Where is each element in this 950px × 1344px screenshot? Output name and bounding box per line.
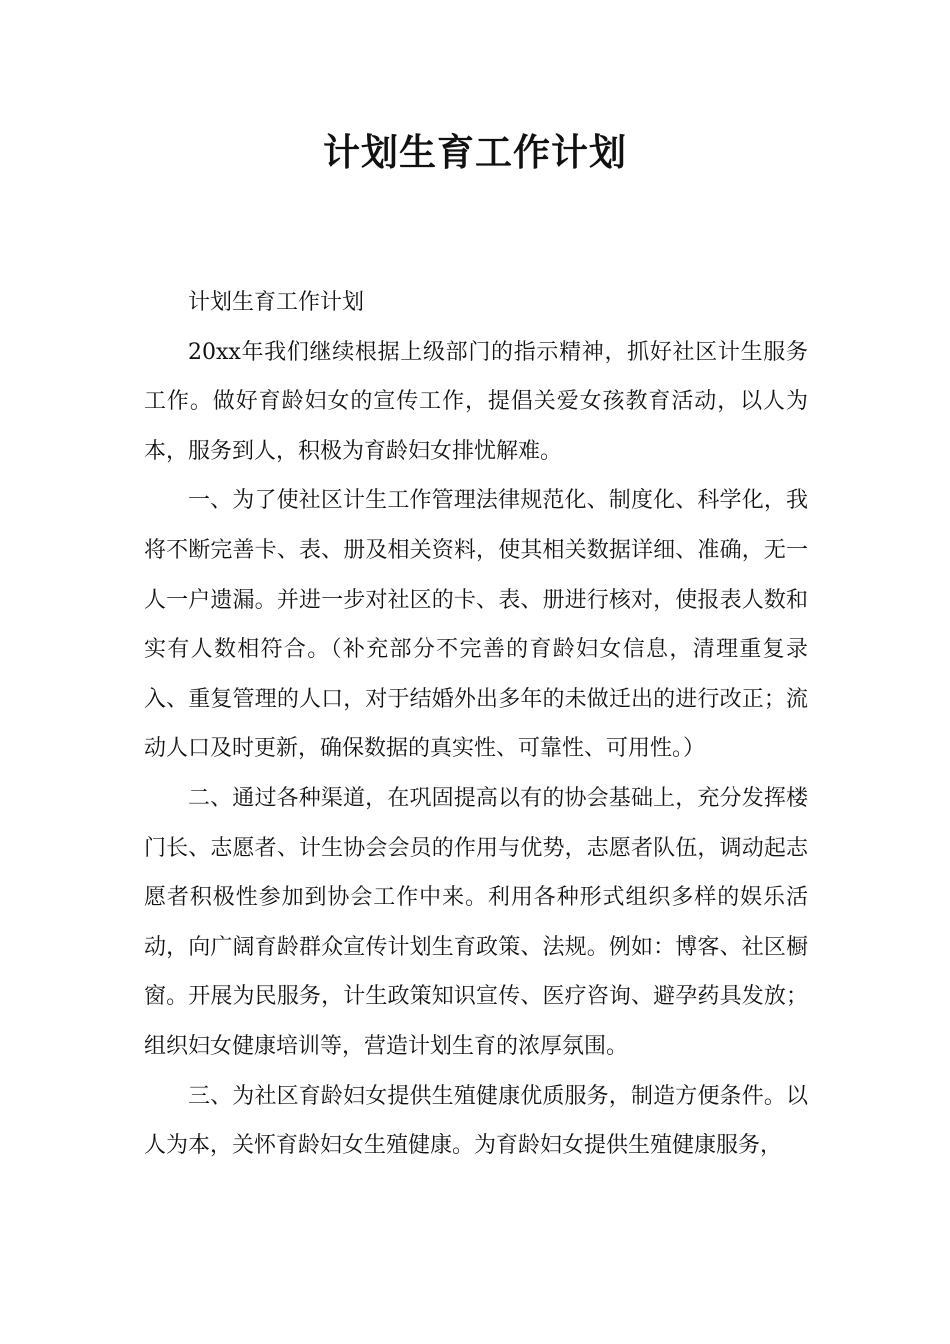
paragraph-section-3: 三、为社区育龄妇女提供生殖健康优质服务，制造方便条件。以人为本，关怀育龄妇女生殖健康。为育龄妇女提供生殖健康服务， (144, 1083, 808, 1159)
paragraph-intro: 20xx年我们继续根据上级部门的指示精神，抓好社区计生服务工作。做好育龄妇女的宣传工作，提倡关爱女孩教育活动，以人为本，服务到人，积极为育龄妇女排忧解难。 (144, 339, 808, 464)
document-body (144, 278, 808, 1171)
paragraph-section-2: 二、通过各种渠道，在巩固提高以有的协会基础上，充分发挥楼门长、志愿者、计生协会会员的作用与优势，志愿者队伍，调动起志愿者积极性参加到协会工作中来。利用各种形式组织多样的娱乐活动，向广阔育龄群众宣传计划生育政策、法规。例如：博客、社区橱窗。开展为民服务，计生政策知识宣传、医疗咨询、避孕药具发放；组织妇女健康培训等，营造计划生育的浓厚氛围。 (144, 785, 808, 1059)
paragraph-section-1: 一、为了使社区计生工作管理法律规范化、制度化、科学化，我将不断完善卡、表、册及相关资料，使其相关数据详细、准确，无一人一户遗漏。并进一步对社区的卡、表、册进行核对，使报表人数和实有人数相符合。（补充部分不完善的育龄妇女信息，清理重复录入、重复管理的人口，对于结婚外出多年的未做迁出的进行改正；流动人口及时更新，确保数据的真实性、可靠性、可用性。） (144, 488, 808, 762)
paragraph-subtitle: 计划生育工作计划 (188, 290, 365, 315)
document-title: 计划生育工作计划 (323, 131, 627, 174)
